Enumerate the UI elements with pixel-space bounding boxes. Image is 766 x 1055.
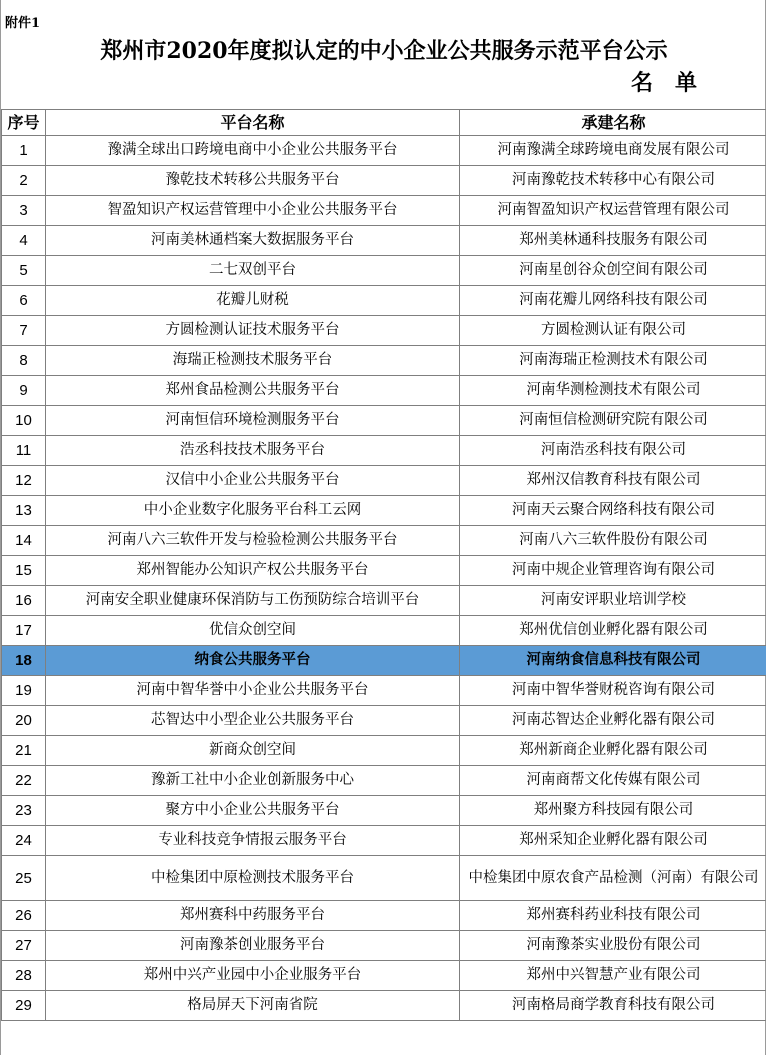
row-company-name: 河南星创谷众创空间有限公司 [460,256,766,286]
row-company-name: 河南八六三软件股份有限公司 [460,526,766,556]
row-company-name: 郑州中兴智慧产业有限公司 [460,961,766,991]
table-row [2,961,766,991]
header-index: 序号 [2,110,46,136]
row-index: 8 [2,346,46,376]
row-platform-name: 郑州食品检测公共服务平台 [46,376,460,406]
row-company-name: 郑州美林通科技服务有限公司 [460,226,766,256]
row-company-name: 河南纳食信息科技有限公司 [460,646,766,676]
row-company-name: 河南安评职业培训学校 [460,586,766,616]
row-company-name: 河南花瓣儿网络科技有限公司 [460,286,766,316]
page-title-line2: 名单 [631,70,720,96]
table-row [2,616,766,646]
row-platform-name: 浩丞科技技术服务平台 [46,436,460,466]
row-platform-name: 河南豫茶创业服务平台 [46,931,460,961]
attachment-label: 附件1 [5,16,41,31]
row-platform-name: 格局屏天下河南省院 [46,991,460,1021]
row-platform-name: 河南八六三软件开发与检验检测公共服务平台 [46,526,460,556]
row-index: 24 [2,826,46,856]
row-company-name: 河南芯智达企业孵化器有限公司 [460,706,766,736]
table-row [2,316,766,346]
table-row [2,196,766,226]
table-row [2,991,766,1021]
row-platform-name: 河南恒信环境检测服务平台 [46,406,460,436]
row-platform-name: 郑州中兴产业园中小企业服务平台 [46,961,460,991]
row-company-name: 河南豫茶实业股份有限公司 [460,931,766,961]
platform-table [1,109,766,1021]
table-body [2,136,766,1021]
table-row [2,226,766,256]
row-company-name: 郑州赛科药业科技有限公司 [460,901,766,931]
table-row [2,766,766,796]
table-row [2,376,766,406]
row-platform-name: 河南美林通档案大数据服务平台 [46,226,460,256]
row-index: 1 [2,136,46,166]
row-index: 10 [2,406,46,436]
page-title: 郑州市2020年度拟认定的中小企业公共服务示范平台公示 [100,38,668,64]
row-index: 19 [2,676,46,706]
row-index: 13 [2,496,46,526]
row-platform-name: 郑州赛科中药服务平台 [46,901,460,931]
table-row [2,466,766,496]
table-row [2,931,766,961]
row-company-name: 方圆检测认证有限公司 [460,316,766,346]
row-company-name: 中检集团中原农食产品检测（河南）有限公司 [460,856,766,901]
row-index: 4 [2,226,46,256]
table-row [2,406,766,436]
table-row [2,346,766,376]
row-company-name: 河南天云聚合网络科技有限公司 [460,496,766,526]
row-index: 17 [2,616,46,646]
row-company-name: 河南海瑞正检测技术有限公司 [460,346,766,376]
row-company-name: 郑州优信创业孵化器有限公司 [460,616,766,646]
header-platform: 平台名称 [46,110,460,136]
row-index: 20 [2,706,46,736]
row-index: 12 [2,466,46,496]
table-row [2,136,766,166]
table-row [2,526,766,556]
row-company-name: 河南豫满全球跨境电商发展有限公司 [460,136,766,166]
row-index: 27 [2,931,46,961]
table-row [2,736,766,766]
row-company-name: 河南中规企业管理咨询有限公司 [460,556,766,586]
row-index: 2 [2,166,46,196]
table-row [2,856,766,901]
row-company-name: 郑州聚方科技园有限公司 [460,796,766,826]
row-company-name: 河南中智华誉财税咨询有限公司 [460,676,766,706]
table-row [2,286,766,316]
row-index: 9 [2,376,46,406]
table-row [2,646,766,676]
row-platform-name: 智盈知识产权运营管理中小企业公共服务平台 [46,196,460,226]
row-platform-name: 聚方中小企业公共服务平台 [46,796,460,826]
table-row [2,901,766,931]
row-platform-name: 方圆检测认证技术服务平台 [46,316,460,346]
row-platform-name: 豫满全球出口跨境电商中小企业公共服务平台 [46,136,460,166]
row-platform-name: 中小企业数字化服务平台科工云网 [46,496,460,526]
row-company-name: 河南恒信检测研究院有限公司 [460,406,766,436]
row-index: 25 [2,856,46,901]
row-platform-name: 海瑞正检测技术服务平台 [46,346,460,376]
row-platform-name: 花瓣儿财税 [46,286,460,316]
row-platform-name: 专业科技竞争情报云服务平台 [46,826,460,856]
row-platform-name: 新商众创空间 [46,736,460,766]
row-index: 5 [2,256,46,286]
table-row [2,496,766,526]
row-platform-name: 芯智达中小型企业公共服务平台 [46,706,460,736]
row-index: 3 [2,196,46,226]
row-index: 14 [2,526,46,556]
table-header-row [2,110,766,136]
row-company-name: 郑州新商企业孵化器有限公司 [460,736,766,766]
table-row [2,796,766,826]
row-company-name: 河南浩丞科技有限公司 [460,436,766,466]
row-index: 28 [2,961,46,991]
row-index: 22 [2,766,46,796]
table-row [2,166,766,196]
row-company-name: 河南格局商学教育科技有限公司 [460,991,766,1021]
row-company-name: 河南豫乾技术转移中心有限公司 [460,166,766,196]
row-index: 18 [2,646,46,676]
table-row [2,706,766,736]
table-row [2,586,766,616]
row-index: 7 [2,316,46,346]
row-index: 16 [2,586,46,616]
row-index: 15 [2,556,46,586]
row-platform-name: 中检集团中原检测技术服务平台 [46,856,460,901]
row-index: 6 [2,286,46,316]
row-company-name: 河南华测检测技术有限公司 [460,376,766,406]
row-company-name: 河南商帮文化传媒有限公司 [460,766,766,796]
table-row [2,436,766,466]
table-row [2,256,766,286]
row-platform-name: 河南中智华誉中小企业公共服务平台 [46,676,460,706]
row-company-name: 河南智盈知识产权运营管理有限公司 [460,196,766,226]
row-platform-name: 豫乾技术转移公共服务平台 [46,166,460,196]
row-index: 26 [2,901,46,931]
table-row [2,826,766,856]
row-platform-name: 郑州智能办公知识产权公共服务平台 [46,556,460,586]
row-company-name: 郑州采知企业孵化器有限公司 [460,826,766,856]
row-platform-name: 豫新工社中小企业创新服务中心 [46,766,460,796]
table-row [2,676,766,706]
row-index: 21 [2,736,46,766]
row-index: 11 [2,436,46,466]
table-row [2,556,766,586]
row-index: 29 [2,991,46,1021]
row-company-name: 郑州汉信教育科技有限公司 [460,466,766,496]
header-company: 承建名称 [460,110,766,136]
row-index: 23 [2,796,46,826]
row-platform-name: 优信众创空间 [46,616,460,646]
row-platform-name: 汉信中小企业公共服务平台 [46,466,460,496]
row-platform-name: 河南安全职业健康环保消防与工伤预防综合培训平台 [46,586,460,616]
row-platform-name: 纳食公共服务平台 [46,646,460,676]
row-platform-name: 二七双创平台 [46,256,460,286]
